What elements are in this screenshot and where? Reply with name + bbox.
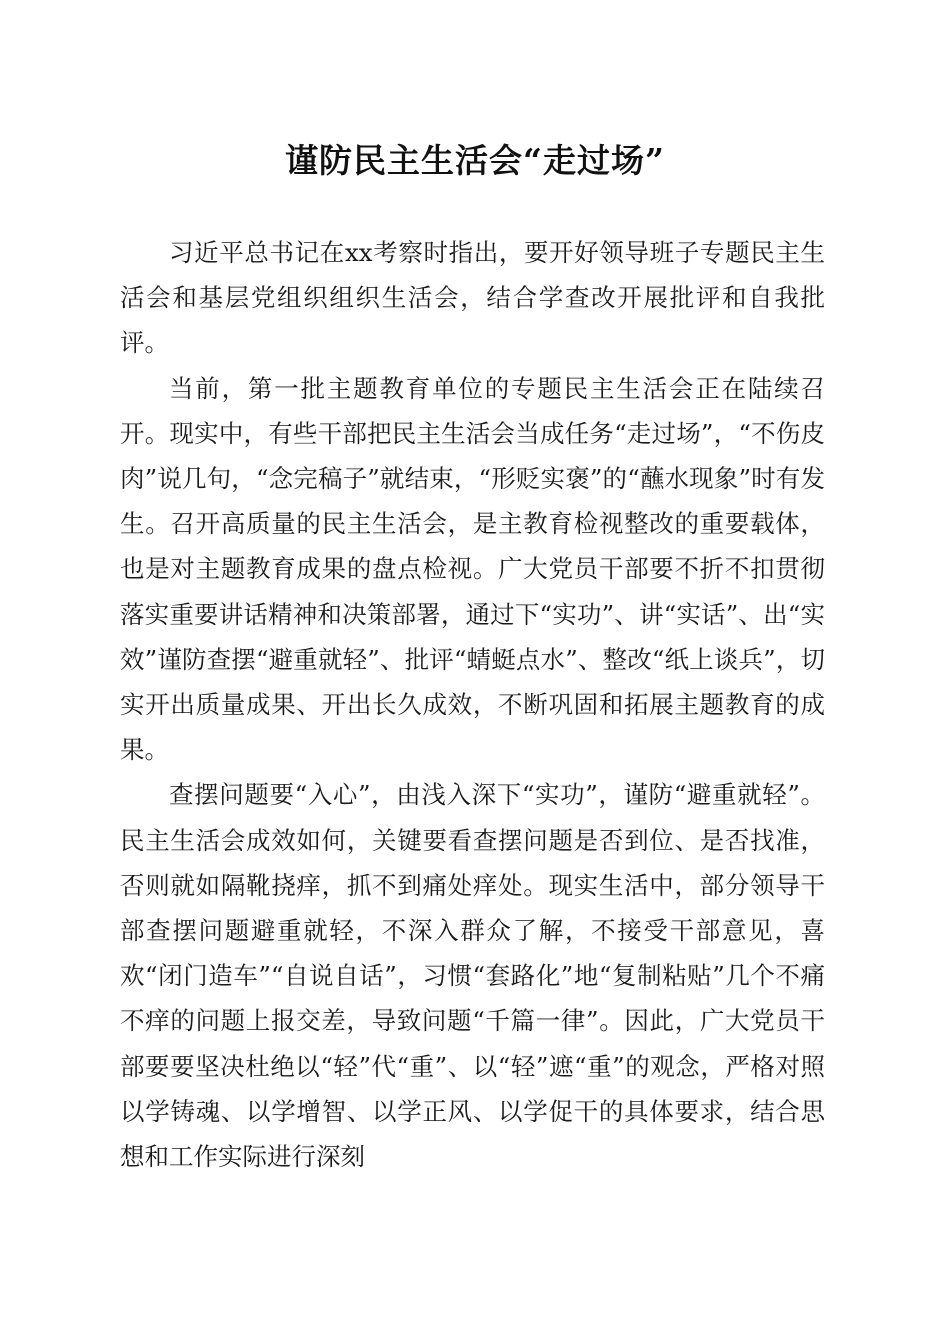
paragraph-1: 习近平总书记在xx考察时指出，要开好领导班子专题民主生活会和基层党组织组织生活会，结合学查改开展批评和自我批评。	[120, 238, 825, 358]
document-body	[120, 230, 825, 1179]
document-title: 谨防民主生活会“走过场”	[285, 141, 665, 180]
paragraph-3: 查摆问题要“入心”，由浅入深下“实功”，谨防“避重就轻”。民主生活会成效如何，关键要看查摆问题是否到位、是否找准，否则就如隔靴挠痒，抓不到痛处痒处。现实生活中，部分领导干部查摆问题避重就轻，不深入群众了解，不接受干部意见，喜欢“闭门造车”“自说自话”，习惯“套路化”地“复制粘贴”几个不痛不痒的问题上报交差，导致问题“千篇一律”。因此，广大党员干部要要坚决杜绝以“轻”代“重”、以“轻”遮“重”的观念，严格对照以学铸魂、以学增智、以学正风、以学促干的具体要求，结合思想和工作实际进行深刻	[120, 780, 825, 1172]
paragraph-2: 当前，第一批主题教育单位的专题民主生活会正在陆续召开。现实中，有些干部把民主生活会当成任务“走过场”，“不伤皮肉”说几句，“念完稿子”就结束，“形贬实褒”的“蘸水现象”时有发生。召开高质量的民主生活会，是主教育检视整改的重要载体，也是对主题教育成果的盘点检视。广大党员干部要不折不扣贯彻落实重要讲话精神和决策部署，通过下“实功”、讲“实话”、出“实效”谨防查摆“避重就轻”、批评“蜻蜓点水”、整改“纸上谈兵”，切实开出质量成果、开出长久成效，不断巩固和拓展主题教育的成果。	[120, 373, 825, 765]
